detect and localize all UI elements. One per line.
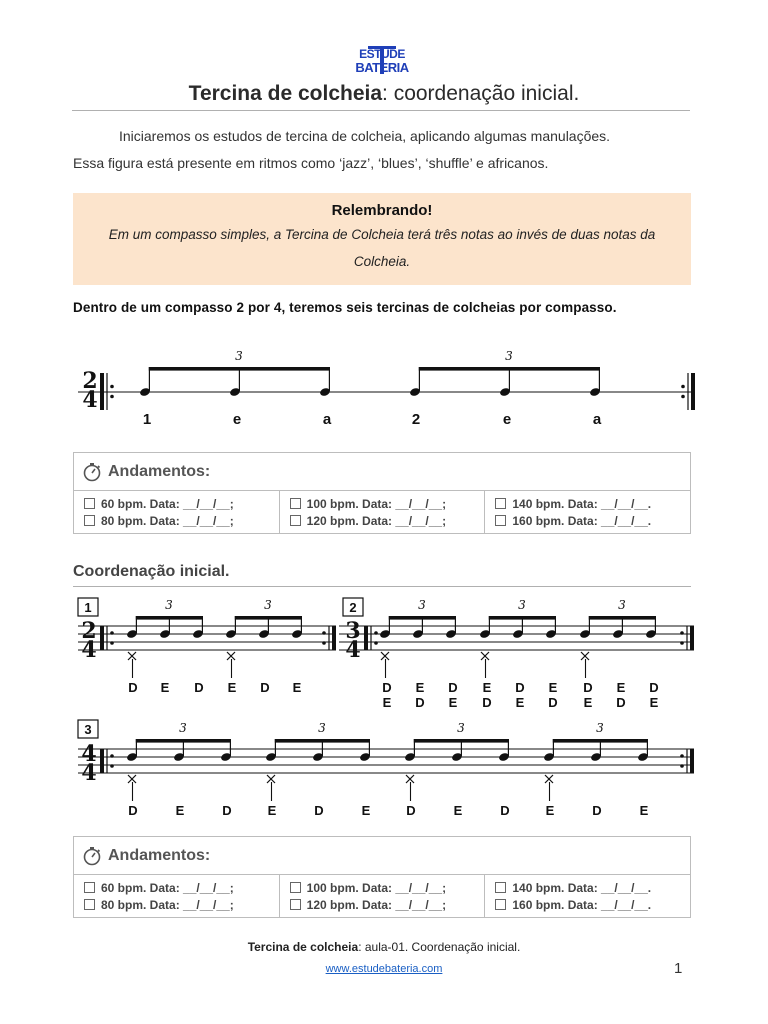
tempo-option[interactable]: [84, 512, 279, 529]
tuplet-number: 3: [165, 598, 173, 612]
note-beam: [136, 616, 203, 620]
sticking-label: E: [482, 680, 492, 695]
intro-line-1: Iniciaremos os estudos de tercina de colcheia, aplicando algumas manulações.: [119, 128, 611, 144]
note-beam: [389, 616, 456, 620]
repeat-dot: [680, 764, 684, 768]
tuplet-number: 3: [457, 721, 465, 735]
tempo-option[interactable]: [290, 495, 485, 512]
tempo-option-label: 60 bpm. Data: __/__/__;: [101, 496, 234, 511]
repeat-dot: [110, 764, 114, 768]
page-title-bold: Tercina de colcheia: [188, 82, 383, 105]
tuplet-number: 3: [264, 598, 272, 612]
tempo-column: [280, 491, 486, 533]
tuplet-number: 3: [418, 598, 426, 612]
tempo-box-2: [73, 836, 691, 918]
tuplet-number: 3: [518, 598, 526, 612]
title-divider: [72, 110, 690, 111]
sticking-label: D: [382, 680, 392, 695]
tempo-option-label: 160 bpm. Data: __/__/__.: [512, 897, 652, 912]
sticking-label: E: [548, 680, 558, 695]
sticking-label: D: [194, 680, 204, 695]
tuplet-number: 3: [596, 721, 604, 735]
score-exercise-3: [0, 716, 768, 824]
sticking-label: E: [292, 680, 302, 695]
tempo-option[interactable]: [495, 512, 690, 529]
tempo-options: [74, 875, 690, 917]
sticking-label: E: [583, 695, 593, 710]
tempo-option[interactable]: [84, 495, 279, 512]
sticking-label: D: [500, 803, 510, 818]
time-signature-top: 2: [81, 618, 97, 644]
repeat-dot: [680, 641, 684, 645]
checkbox[interactable]: [290, 498, 301, 509]
repeat-start-thick-bar: [100, 626, 104, 650]
note-beam: [275, 739, 370, 743]
tempo-box-1: [73, 452, 691, 534]
exercise-number: 2: [349, 600, 357, 615]
time-signature-top: 4: [81, 741, 97, 767]
exercise-number: 3: [84, 722, 92, 737]
sticking-label: D: [128, 680, 138, 695]
repeat-dot: [110, 641, 114, 645]
tempo-label: Andamentos:: [108, 462, 211, 480]
repeat-dot: [322, 641, 326, 645]
tempo-option[interactable]: [495, 879, 690, 896]
sticking-label: D: [406, 803, 416, 818]
sticking-label: D: [548, 695, 558, 710]
sticking-label: E: [227, 680, 237, 695]
tempo-option-label: 80 bpm. Data: __/__/__;: [101, 897, 234, 912]
tempo-option-label: 120 bpm. Data: __/__/__;: [306, 513, 447, 528]
count-label: 2: [411, 411, 421, 428]
repeat-end-thick-bar: [690, 749, 694, 773]
checkbox[interactable]: [495, 515, 506, 526]
sticking-label: E: [415, 680, 425, 695]
repeat-dot: [110, 754, 114, 758]
checkbox[interactable]: [84, 515, 95, 526]
time-signature-bottom: 4: [81, 637, 97, 663]
repeat-end-thick-bar: [691, 373, 695, 410]
reminder-title: Relembrando!: [331, 202, 433, 219]
checkbox[interactable]: [84, 899, 95, 910]
tempo-option-label: 80 bpm. Data: __/__/__;: [101, 513, 234, 528]
footer-bold: Tercina de colcheia: [247, 940, 359, 954]
logo-line1: ESTUDE: [359, 47, 405, 61]
tempo-option-label: 120 bpm. Data: __/__/__;: [306, 897, 447, 912]
tempo-option[interactable]: [84, 879, 279, 896]
section-title: Coordenação inicial.: [73, 563, 230, 580]
sticking-label: D: [128, 803, 138, 818]
checkbox[interactable]: [290, 882, 301, 893]
sticking-label: D: [515, 680, 525, 695]
footer-website-link[interactable]: www.estudebateria.com: [325, 963, 443, 975]
time-signature-bottom: 4: [81, 760, 97, 786]
repeat-end-thick-bar: [690, 626, 694, 650]
repeat-start-thick-bar: [100, 373, 104, 410]
count-label: e: [232, 411, 242, 428]
sticking-label: D: [616, 695, 626, 710]
repeat-dot: [110, 395, 114, 399]
sticking-label: E: [361, 803, 371, 818]
repeat-dot: [110, 385, 114, 389]
note-beam: [553, 739, 648, 743]
tempo-option[interactable]: [290, 879, 485, 896]
tempo-label: Andamentos:: [108, 846, 211, 864]
section-divider: [73, 586, 691, 587]
score-exercises-1-2: [0, 592, 768, 712]
repeat-start-thick-bar: [100, 749, 104, 773]
sticking-label: E: [453, 803, 463, 818]
repeat-dot: [681, 385, 685, 389]
tempo-option-label: 60 bpm. Data: __/__/__;: [101, 880, 234, 895]
reminder-box: [73, 193, 691, 285]
tempo-option[interactable]: [495, 495, 690, 512]
time-signature-bottom: 4: [82, 387, 98, 413]
sticking-label: D: [314, 803, 324, 818]
repeat-dot: [680, 631, 684, 635]
score-intro: [0, 340, 768, 435]
note-beam: [136, 739, 231, 743]
tempo-column: [74, 491, 280, 533]
tempo-option[interactable]: [495, 896, 690, 913]
count-label: a: [322, 411, 332, 428]
page-number: 1: [674, 960, 683, 977]
checkbox[interactable]: [84, 498, 95, 509]
tempo-column: [280, 875, 486, 917]
count-label: a: [592, 411, 602, 428]
tuplet-number: 3: [618, 598, 626, 612]
tempo-option-label: 160 bpm. Data: __/__/__.: [512, 513, 652, 528]
sticking-label: D: [260, 680, 270, 695]
tempo-header: [74, 837, 690, 875]
time-signature-top: 2: [82, 368, 98, 394]
sticking-label: D: [448, 680, 458, 695]
sticking-label: E: [649, 695, 659, 710]
tempo-options: [74, 491, 690, 533]
tuplet-number: 3: [235, 349, 243, 363]
tempo-option[interactable]: [290, 512, 485, 529]
stopwatch-icon: [82, 846, 102, 866]
checkbox[interactable]: [495, 882, 506, 893]
tuplet-number: 3: [318, 721, 326, 735]
intro-paragraph: [73, 123, 691, 177]
sticking-label: E: [175, 803, 185, 818]
tempo-option-label: 140 bpm. Data: __/__/__.: [512, 880, 652, 895]
exercise-number: 1: [84, 600, 92, 615]
note-beam: [419, 367, 600, 371]
reminder-body: Em um compasso simples, a Tercina de Colcheia terá três notas ao invés de duas notas da Colcheia.: [108, 227, 656, 269]
count-label: e: [502, 411, 512, 428]
note-beam: [414, 739, 509, 743]
sticking-label: E: [448, 695, 458, 710]
sticking-label: E: [382, 695, 392, 710]
intro-line-2: Essa figura está presente em ritmos como ‘jazz’, ‘blues’, ‘shuffle’ e africanos.: [73, 155, 549, 171]
footer-rest: : aula-01. Coordenação inicial.: [358, 940, 521, 954]
stopwatch-icon: [82, 462, 102, 482]
tempo-option[interactable]: [290, 896, 485, 913]
note-beam: [489, 616, 556, 620]
tuplet-number: 3: [505, 349, 513, 363]
repeat-dot: [374, 641, 378, 645]
repeat-start-thick-bar: [364, 626, 368, 650]
sticking-label: D: [415, 695, 425, 710]
compasso-statement: Dentro de um compasso 2 por 4, teremos seis tercinas de colcheias por compasso.: [73, 300, 617, 315]
repeat-dot: [681, 395, 685, 399]
tempo-option-label: 100 bpm. Data: __/__/__;: [306, 880, 447, 895]
count-label: 1: [142, 411, 152, 428]
tempo-column: [74, 875, 280, 917]
tempo-option-label: 140 bpm. Data: __/__/__.: [512, 496, 652, 511]
estude-bateria-logo: [347, 45, 417, 75]
page-title-rest: : coordenação inicial.: [382, 82, 580, 105]
sticking-label: D: [222, 803, 232, 818]
time-signature-top: 3: [345, 618, 361, 644]
sticking-label: E: [515, 695, 525, 710]
tempo-option[interactable]: [84, 896, 279, 913]
checkbox[interactable]: [495, 498, 506, 509]
time-signature-bottom: 4: [345, 637, 361, 663]
checkbox[interactable]: [84, 882, 95, 893]
tempo-option-label: 100 bpm. Data: __/__/__;: [306, 496, 447, 511]
sticking-label: D: [592, 803, 602, 818]
sticking-label: E: [639, 803, 649, 818]
logo-line2: BATERIA: [355, 60, 409, 75]
sticking-label: D: [482, 695, 492, 710]
sticking-label: E: [545, 803, 555, 818]
repeat-dot: [322, 631, 326, 635]
tempo-column: [485, 491, 690, 533]
checkbox[interactable]: [290, 899, 301, 910]
tempo-header: [74, 453, 690, 491]
sticking-label: E: [616, 680, 626, 695]
footer-caption: [0, 940, 768, 954]
tempo-column: [485, 875, 690, 917]
sticking-label: E: [160, 680, 170, 695]
note-beam: [235, 616, 302, 620]
sticking-label: D: [649, 680, 659, 695]
repeat-dot: [374, 631, 378, 635]
checkbox[interactable]: [495, 899, 506, 910]
tuplet-number: 3: [179, 721, 187, 735]
note-beam: [149, 367, 330, 371]
repeat-dot: [680, 754, 684, 758]
checkbox[interactable]: [290, 515, 301, 526]
repeat-end-thick-bar: [332, 626, 336, 650]
note-beam: [589, 616, 656, 620]
sticking-label: D: [583, 680, 593, 695]
repeat-dot: [110, 631, 114, 635]
page-title: [0, 82, 768, 106]
sticking-label: E: [267, 803, 277, 818]
